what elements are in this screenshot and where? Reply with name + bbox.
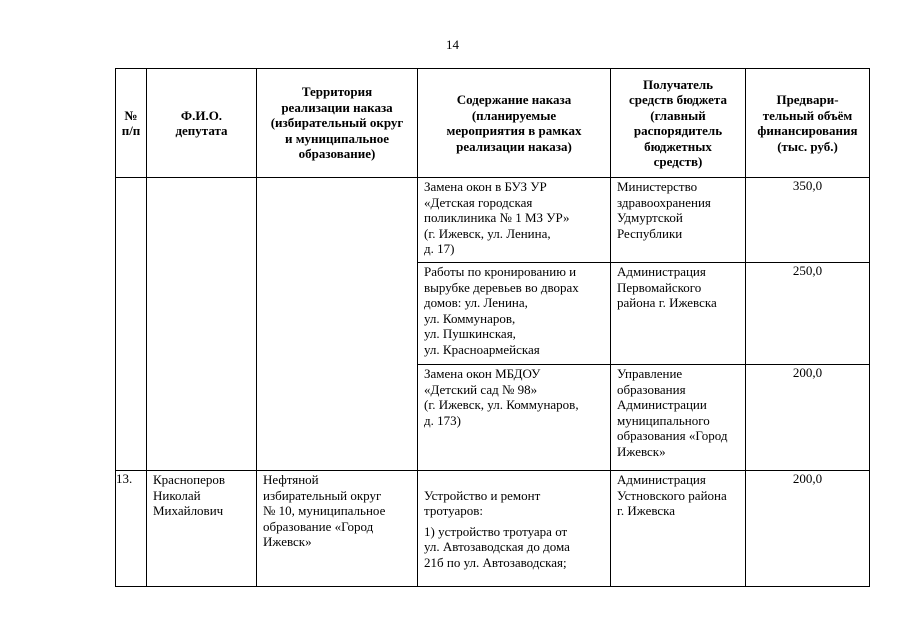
row-territory-cell bbox=[257, 178, 418, 471]
orders-table bbox=[115, 68, 870, 587]
recipient-cell: Администрация Устновского района г. Ижевска bbox=[611, 471, 746, 587]
content-cell: Работы по кронированию и вырубке деревьев во дворах домов: ул. Ленина, ул. Коммунаров, ул. Пушкинская, ул. Красноармейская bbox=[418, 263, 611, 365]
content-title: Устройство и ремонт тротуаров: bbox=[424, 487, 541, 518]
recipient-cell: Министерство здравоохранения Удмуртской Республики bbox=[611, 178, 746, 263]
amount-cell: 200,0 bbox=[746, 471, 870, 587]
page-number: 14 bbox=[446, 37, 459, 52]
content-cell: Замена окон МБДОУ «Детский сад № 98» (г. Ижевск, ул. Коммунаров, д. 173) bbox=[418, 365, 611, 471]
header-recipient: Получатель средств бюджета (главный распорядитель бюджетных средств) bbox=[611, 69, 746, 178]
deputy-name-cell: Красноперов Николай Михайлович bbox=[147, 471, 257, 587]
table-header-row bbox=[116, 69, 870, 178]
amount-cell: 200,0 bbox=[746, 365, 870, 471]
header-number: № п/п bbox=[116, 69, 147, 178]
row-number-cell: 13. bbox=[116, 471, 147, 587]
table-row bbox=[116, 471, 870, 587]
territory-cell: Нефтяной избирательный округ № 10, муниципальное образование «Город Ижевск» bbox=[257, 471, 418, 587]
table-row bbox=[116, 178, 870, 263]
header-amount: Предвари- тельный объём финансирования (тыс. руб.) bbox=[746, 69, 870, 178]
amount-cell: 350,0 bbox=[746, 178, 870, 263]
header-territory: Территория реализации наказа (избирательный округ и муниципальное образование) bbox=[257, 69, 418, 178]
amount-cell: 250,0 bbox=[746, 263, 870, 365]
content-cell bbox=[418, 471, 611, 587]
header-deputy: Ф.И.О. депутата bbox=[147, 69, 257, 178]
row-number-cell bbox=[116, 178, 147, 471]
recipient-cell: Администрация Первомайского района г. Ижевска bbox=[611, 263, 746, 365]
row-deputy-cell bbox=[147, 178, 257, 471]
content-cell: Замена окон в БУЗ УР «Детская городская поликлиника № 1 МЗ УР» (г. Ижевск, ул. Ленина, д. 17) bbox=[418, 178, 611, 263]
content-item: 1) устройство тротуара от ул. Автозаводская до дома 21б по ул. Автозаводская; bbox=[424, 523, 570, 570]
recipient-cell: Управление образования Администрации муниципального образования «Город Ижевск» bbox=[611, 365, 746, 471]
header-content: Содержание наказа (планируемые мероприятия в рамках реализации наказа) bbox=[418, 69, 611, 178]
